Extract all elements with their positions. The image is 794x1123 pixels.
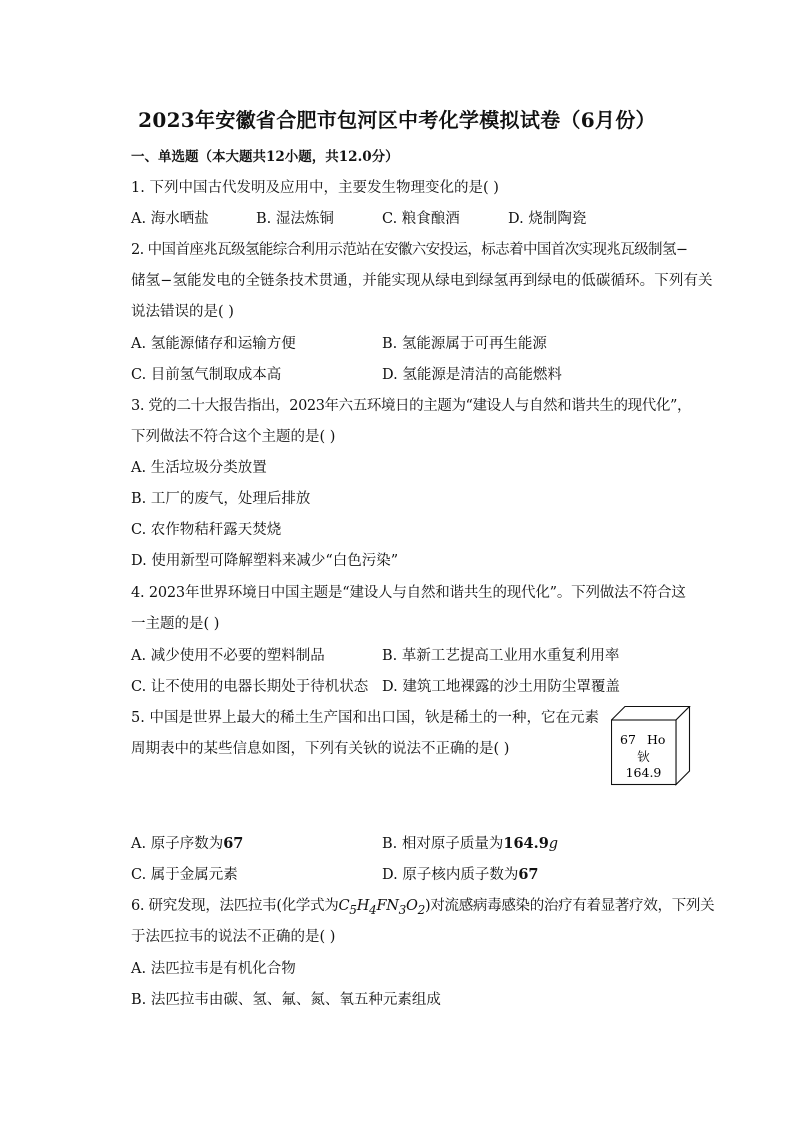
q6-stem-post: )对流感病毒感染的治疗有着显著疗效，下列关 [424, 898, 715, 914]
q4-option-b: B. 革新工艺提高工业用水重复利用率 [382, 648, 620, 664]
q2-option-d: D. 氢能源是清洁的高能燃料 [382, 367, 562, 383]
q1-option-b: B. 湿法炼铜 [256, 211, 334, 227]
formula-sub: 3 [398, 902, 406, 917]
q4-option-a: A. 减少使用不必要的塑料制品 [131, 648, 325, 664]
formula-part: H [356, 898, 370, 914]
chemical-formula [338, 898, 425, 917]
element-mass: 164.9 [625, 765, 662, 780]
q3-option-d: D. 使用新型可降解塑料来减少“白色污染” [131, 553, 399, 569]
q6-stem-line-2: 于法匹拉韦的说法不正确的是( ) [131, 929, 336, 945]
q5-option-d [382, 863, 539, 884]
section-heading: 一、单选题（本大题共12小题，共12.0分） [131, 149, 399, 165]
q5-option-a-value: 67 [223, 835, 244, 852]
q4-stem-line-1: 4. 2023年世界环境日中国主题是“建设人与自然和谐共生的现代化”。下列做法不符合这 [131, 585, 686, 601]
q6-stem-pre: 6. 研究发现，法匹拉韦(化学式为 [131, 898, 339, 914]
q3-option-b: B. 工厂的废气，处理后排放 [131, 491, 311, 507]
q5-option-d-value: 67 [518, 866, 539, 883]
q2-option-b: B. 氢能源属于可再生能源 [382, 336, 547, 352]
page-title: 2023年安徽省合肥市包河区中考化学模拟试卷（6月份） [138, 108, 656, 132]
element-symbol: Ho [647, 732, 666, 747]
q1-option-c: C. 粮食酿酒 [382, 211, 460, 227]
q5-option-b-text: B. 相对原子质量为 [382, 836, 504, 852]
q3-stem-line-1: 3. 党的二十大报告指出，2023年六五环境日的主题为“建设人与自然和谐共生的现代化”， [131, 398, 692, 414]
q2-stem-line-2: 储氢−氢能发电的全链条技术贯通，并能实现从绿电到绿氢再到绿电的低碳循环。下列有关 [131, 273, 713, 289]
q3-option-c: C. 农作物秸秆露天焚烧 [131, 522, 282, 538]
q5-option-b-value: 164.9 [503, 835, 549, 852]
q2-stem-line-3: 说法错误的是( ) [131, 304, 234, 320]
q5-option-c: C. 属于金属元素 [131, 867, 238, 883]
formula-sub: 5 [349, 902, 357, 917]
q2-option-a: A. 氢能源储存和运输方便 [131, 336, 296, 352]
q5-option-d-text: D. 原子核内质子数为 [382, 867, 519, 883]
q3-option-a: A. 生活垃圾分类放置 [131, 460, 267, 476]
q1-option-d: D. 烧制陶瓷 [508, 211, 587, 227]
q2-stem-line-1: 2. 中国首座兆瓦级氢能综合利用示范站在安徽六安投运，标志着中国首次实现兆瓦级制氢− [131, 242, 688, 258]
q6-option-b: B. 法匹拉韦由碳、氢、氟、氮、氧五种元素组成 [131, 992, 441, 1008]
element-name: 钬 [637, 749, 650, 764]
q1-option-a: A. 海水晒盐 [131, 211, 209, 227]
q5-option-b-unit: g [548, 836, 559, 852]
q4-stem-line-2: 一主题的是( ) [131, 616, 220, 632]
q2-option-c: C. 目前氢气制取成本高 [131, 367, 282, 383]
q6-option-a: A. 法匹拉韦是有机化合物 [131, 961, 296, 977]
formula-part: C [338, 898, 350, 914]
q5-stem-line-2: 周期表中的某些信息如图，下列有关钬的说法不正确的是( ) [131, 741, 510, 757]
q5-option-b [382, 832, 558, 853]
formula-sub: 4 [369, 902, 377, 917]
q5-stem-line-1: 5. 中国是世界上最大的稀土生产国和出口国，钬是稀土的一种，它在元素 [131, 710, 599, 726]
q6-stem-line-1 [131, 894, 714, 917]
formula-sub: 2 [417, 902, 425, 917]
periodic-table-cell-figure [611, 706, 691, 786]
q5-option-a [131, 832, 243, 853]
q5-option-a-text: A. 原子序数为 [131, 836, 224, 852]
q4-option-c: C. 让不使用的电器长期处于待机状态 [131, 679, 369, 695]
q3-stem-line-2: 下列做法不符合这个主题的是( ) [131, 429, 336, 445]
q4-option-d: D. 建筑工地裸露的沙土用防尘罩覆盖 [382, 679, 620, 695]
formula-part: FN [376, 898, 399, 914]
q1-stem: 1. 下列中国古代发明及应用中，主要发生物理变化的是( ) [131, 180, 499, 196]
formula-part: O [405, 898, 418, 914]
element-number: 67 [620, 732, 636, 747]
